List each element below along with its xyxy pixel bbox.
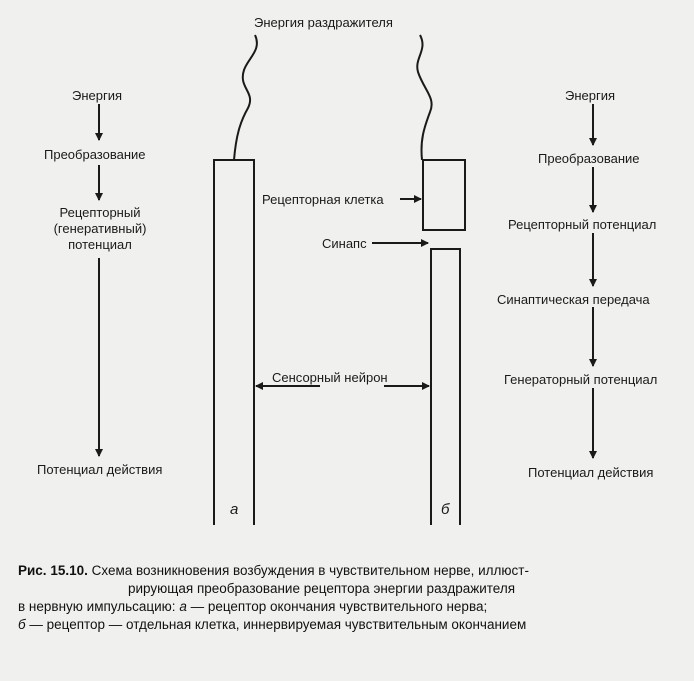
caption-text-3b: — рецептор окончания чувствительного нерва; bbox=[186, 599, 488, 614]
panel-letter-a: а bbox=[230, 501, 239, 518]
sensory-neuron-label: Сенсорный нейрон bbox=[272, 370, 388, 385]
left-receptor-potential-line-1: Рецепторный bbox=[59, 205, 141, 220]
stimulus-wave-right bbox=[417, 35, 431, 160]
generator-potential-label: Генераторный потенциал bbox=[504, 372, 658, 387]
figure-number: Рис. 15.10. bbox=[18, 563, 88, 578]
synapse-label: Синапс bbox=[322, 236, 367, 251]
right-energy-label: Энергия bbox=[565, 88, 616, 103]
right-receptor-potential-label: Рецепторный потенциал bbox=[508, 217, 657, 232]
caption-letter-b: б bbox=[18, 617, 26, 632]
left-receptor-potential-line-2: (генеративный) bbox=[53, 221, 147, 236]
left-transformation-label: Преобразование bbox=[44, 147, 146, 162]
caption-text-4: — рецептор — отдельная клетка, иннервируемая чувствительным окончанием bbox=[25, 617, 527, 632]
left-receptor-potential-label bbox=[38, 205, 162, 253]
stimulus-energy-label: Энергия раздражителя bbox=[254, 15, 393, 30]
caption-letter-a: а bbox=[179, 599, 187, 614]
sensory-neuron-b bbox=[431, 249, 460, 525]
caption-text-1: Схема возникновения возбуждения в чувствительном нерве, иллюст- bbox=[91, 563, 529, 578]
caption-text-3a: в нервную импульсацию: bbox=[18, 599, 180, 614]
left-receptor-potential-line-3: потенциал bbox=[68, 237, 132, 252]
left-action-potential-label: Потенциал действия bbox=[37, 462, 163, 477]
caption-line-1 bbox=[18, 562, 682, 580]
left-energy-label: Энергия bbox=[72, 88, 123, 103]
stimulus-wave-left bbox=[234, 35, 257, 160]
synaptic-transmission-label: Синаптическая передача bbox=[497, 292, 650, 307]
caption-line-2: рирующая преобразование рецептора энергии раздражителя bbox=[128, 581, 516, 596]
right-action-potential-label: Потенциал действия bbox=[528, 465, 654, 480]
caption-line-3 bbox=[18, 598, 682, 616]
receptor-cell-b bbox=[423, 160, 465, 230]
receptor-cell-label: Рецепторная клетка bbox=[262, 192, 384, 207]
caption-line-4 bbox=[18, 616, 682, 634]
panel-letter-b: б bbox=[441, 501, 450, 518]
figure-caption bbox=[18, 562, 682, 634]
right-transformation-label: Преобразование bbox=[538, 151, 640, 166]
receptor-a-outline bbox=[214, 160, 254, 525]
